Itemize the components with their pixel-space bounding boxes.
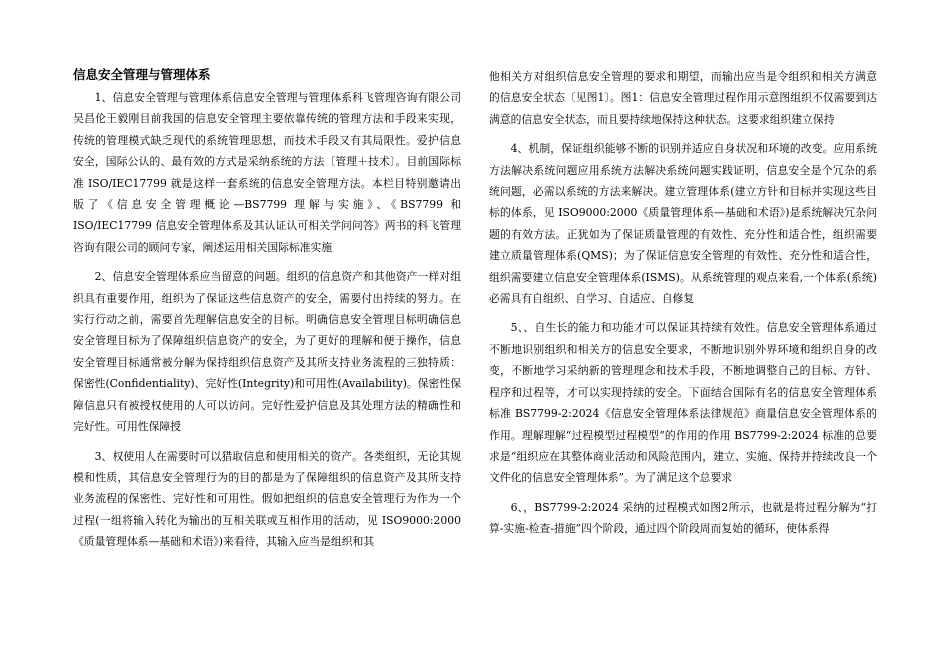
right-column xyxy=(489,66,877,548)
paragraph-5: 5、、自生长的能力和功能才可以保证其持续有效性。信息安全管理体系通过不断地识别组织和相关方的信息安全要求，不断地识别外界环境和组织自身的改变，不断地学习采纳新的管理理念和技术手段，不断地调整自己的目标、方针、程序和过程等，才可以实现持续的安全。下面结合国际有名的信息安全管理体系标准 BS7799-2:2024《信息安全管理体系法律规范》商量信息安全管理体系的作用。理解理解“过程模型过程模型”的作用的作用 BS7799-2:2024 标准的总要求是“组织应在其整体商业活动和风险范围内，建立、实施、保持并持续改良一个文件化的信息安全管理体系”。为了满足这个总要求 xyxy=(489,321,877,485)
paragraph-1: 1、信息安全管理与管理体系信息安全管理与管理体系科飞管理咨询有限公司吴昌伦王毅刚目前我国的信息安全管理主要依靠传统的管理方法和手段来实现，传统的管理模式缺乏现代的系统管理思想，而技术手段又有其局限性。爱护信息安全，国际公认的、最有效的方式是采纳系统的方法〔管理＋技术〕。目前国际标准 ISO/IEC17799 就是这样一套系统的信息安全管理方法。本栏目特别邀请出版了《信息安全管理概论—BS7799 理解与实施》、《BS7799 和 ISO/IEC17799 信息安全管理体系及其认证认可相关学问问答》两书的科飞管理咨询有限公司的顾问专家，阐述运用相关国际标准实施 xyxy=(73,91,461,254)
left-column xyxy=(73,66,461,561)
paragraph-6: 6、，BS7799-2:2024 采纳的过程模式如图2所示，也就是将过程分解为“打算-实施-检查-措施”四个阶段，通过四个阶段周而复始的循环，使体系得 xyxy=(489,500,877,536)
paragraph-2: 2、信息安全管理体系应当留意的问题。组织的信息资产和其他资产一样对组织具有重要作用，组织为了保证这些信息资产的安全，需要付出持续的努力。在实行行动之前，需要首先理解信息安全的目标。明确信息安全管理目标明确信息安全管理目标为了保障组织信息资产的安全，为了更好的理解和便于操作，信息安全管理目标通常被分解为保持组织信息资产及其所支持业务流程的三独特质：保密性(Confidentiality)、完好性(Integrity)和可用性(Availability)。保密性保障信息只有被授权使用的人可以访问。完好性爱护信息及其处理方法的精确性和完好性。可用性保障授 xyxy=(73,270,461,434)
paragraph-3-continuation: 他相关方对组织信息安全管理的要求和期望，而输出应当是令组织和相关方满意的信息安全状态〔见图1〕。图1：信息安全管理过程作用示意图组织不仅需要到达满意的信息安全状态，而且要持续地保持这种状态。这要求组织建立保持 xyxy=(489,70,877,126)
paragraph-4: 4、机制，保证组织能够不断的识别并适应自身状况和环境的改变。应用系统方法解决系统问题应用系统方法解决系统问题实践证明，信息安全是个冗杂的系统问题，必需以系统的方法来解决。建立管理体系(建立方针和目标并实现这些目标的体系，见 ISO9000:2000《质量管理体系—基础和术语》)是系统解决冗杂问题的有效方法。正犹如为了保证质量管理的有效性、充分性和适合性，组织需要建立质量管理体系(QMS)；为了保证信息安全管理的有效性、充分性和适合性，组织需要建立信息安全管理体系(ISMS)。从系统管理的观点来看,一个体系(系统)必需具有自组织、自学习、自适应、自修复 xyxy=(489,142,877,306)
document-title: 信息安全管理与管理体系 xyxy=(73,67,211,82)
paragraph-3: 3、权使用人在需要时可以猎取信息和使用相关的资产。各类组织，无论其规模和性质，其信息安全管理行为的目的都是为了保障组织的信息资产及其所支持业务流程的保密性、完好性和可用性。假如把组织的信息安全管理行为作为一个过程(一组将输入转化为输出的互相关联或互相作用的活动，见 ISO9000:2000《质量管理体系—基础和术语》)来看待，其输入应当是组织和其 xyxy=(73,449,461,549)
